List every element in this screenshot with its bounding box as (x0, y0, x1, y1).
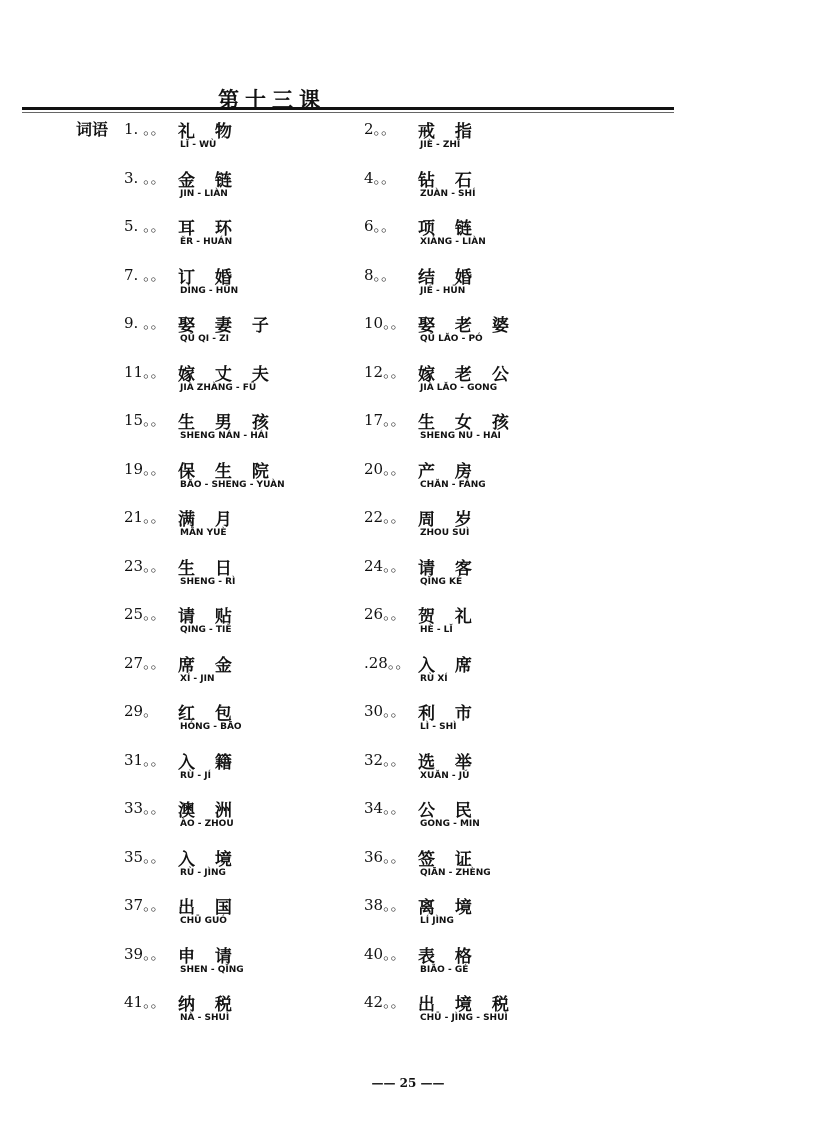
entry-pinyin: XÍ - JIN (180, 673, 215, 684)
entry-pinyin: NÀ - SHUÌ (180, 1013, 230, 1023)
vocab-entry (124, 409, 344, 453)
entry-word: 选 举 (418, 752, 479, 773)
entry-number: 27。。 (124, 653, 166, 672)
entry-number: 6。。 (364, 217, 397, 235)
entry-word: 纳 税 (178, 995, 239, 1015)
entry-pinyin: LÌ - SHÌ (420, 722, 457, 732)
entry-number: 30。。 (364, 702, 406, 720)
entry-word: 戒 指 (418, 122, 479, 142)
entry-pinyin: JIÉ - HŪN (420, 285, 466, 296)
entry-number: 2。。 (364, 120, 397, 138)
vocab-entry (124, 797, 344, 841)
vocab-entry (364, 991, 584, 1035)
entry-pinyin: JIÈ - ZHĬ (420, 140, 461, 150)
entry-number: 12。。 (364, 362, 406, 381)
entry-pinyin: QING - TIĚ (180, 625, 232, 635)
vocab-entry (124, 167, 344, 211)
entry-word: 项 链 (418, 219, 479, 239)
vocab-entry (124, 749, 344, 793)
entry-word: 嫁 丈 夫 (178, 364, 276, 385)
entry-word: 保 生 院 (178, 461, 276, 482)
vocab-entry (364, 652, 584, 696)
entry-number: 9. 。。 (124, 314, 166, 332)
entry-word: 入 境 (178, 849, 239, 870)
entry-pinyin: RÙ - JÌNG (180, 867, 226, 878)
vocab-entry (364, 118, 584, 162)
entry-word: 表 格 (418, 946, 479, 967)
entry-word: 生 男 孩 (178, 413, 276, 433)
entry-pinyin: DÌNG - HŪN (180, 285, 239, 296)
vocab-entry (364, 846, 584, 890)
entry-pinyin: JIÀ ZHÀNG - FŪ (180, 382, 257, 393)
entry-pinyin: XUĂN - JŬ (420, 770, 470, 781)
entry-number: 21。。 (124, 508, 166, 526)
entry-pinyin: MĂN YUÈ (180, 528, 227, 538)
entry-word: 礼 物 (178, 122, 239, 142)
vocab-entry (124, 264, 344, 308)
entry-word: 订 婚 (178, 267, 239, 288)
entry-pinyin: GONG - MIN (420, 819, 480, 829)
entry-number: 8。。 (364, 265, 397, 284)
vocab-entry (364, 167, 584, 211)
entry-pinyin: JIÀ LĂO - GONG (420, 382, 498, 393)
vocab-entry (124, 991, 344, 1035)
vocab-entry (364, 603, 584, 647)
vocab-entry (364, 943, 584, 987)
entry-pinyin: ZUÀN - SHÍ (420, 188, 476, 199)
entry-pinyin: JIN - LIÀN (180, 188, 228, 199)
entry-word: 离 境 (418, 898, 479, 918)
entry-number: 39。。 (124, 944, 166, 963)
entry-number: 33。。 (124, 799, 166, 817)
entry-pinyin: CHŪ GUÓ (180, 916, 227, 926)
entry-number: 35。。 (124, 847, 166, 866)
vocab-entry (364, 361, 584, 405)
entry-number: 23。。 (124, 556, 166, 575)
vocab-entry (124, 846, 344, 890)
entry-word: 金 链 (178, 170, 239, 191)
vocab-entry (364, 894, 584, 938)
entry-number: 4。。 (364, 168, 397, 187)
section-label: 词语 (76, 120, 109, 139)
entry-number: 7. 。。 (124, 265, 166, 284)
page-number: —— 25 —— (371, 1076, 445, 1090)
vocab-entry (364, 749, 584, 793)
entry-number: 36。。 (364, 847, 406, 866)
entry-pinyin: HÈ - LĬ (420, 625, 453, 635)
vocab-entry (364, 458, 584, 502)
entry-number: 41。。 (124, 993, 166, 1011)
header-rule-thin (22, 112, 674, 113)
entry-pinyin: HÓNG - BĀO (180, 722, 242, 732)
entry-word: 嫁 老 公 (418, 364, 516, 385)
entry-word: 红 包 (178, 704, 239, 724)
entry-word: 出 国 (178, 898, 239, 918)
entry-word: 签 证 (418, 849, 479, 870)
entry-word: 澳 洲 (178, 801, 239, 821)
entry-word: 贺 礼 (418, 607, 479, 627)
entry-word: 入 席 (418, 655, 479, 676)
vocab-entry (124, 506, 344, 550)
vocab-entry (124, 603, 344, 647)
lesson-title: 第十三课 (218, 87, 326, 112)
entry-pinyin: SHENG NU - HAI (420, 431, 501, 441)
entry-number: 42。。 (364, 993, 406, 1011)
vocab-entry (124, 894, 344, 938)
entry-word: 利 市 (418, 704, 479, 724)
entry-number: 1. 。。 (124, 120, 166, 138)
entry-pinyin: SHEN - QĬNG (180, 964, 244, 975)
vocab-entry (364, 215, 584, 259)
vocab-entry (124, 312, 344, 356)
vocab-entry (124, 118, 344, 162)
entry-number: 20。。 (364, 459, 406, 478)
vocab-entry (364, 555, 584, 599)
entry-pinyin: CHĂN - FÁNG (420, 479, 486, 490)
entry-pinyin: QIĀN - ZHÈNG (420, 867, 491, 878)
entry-number: 32。。 (364, 750, 406, 769)
entry-number: 38。。 (364, 896, 406, 914)
entry-pinyin: ZHOU SUÌ (420, 528, 470, 538)
entry-number: 17。。 (364, 411, 406, 429)
entry-pinyin: CHŪ - JÌNG - SHUÌ (420, 1013, 508, 1023)
entry-pinyin: LĬ - WÙ (180, 140, 217, 150)
entry-word: 结 婚 (418, 267, 479, 288)
vocab-entry (124, 458, 344, 502)
entry-word: 公 民 (418, 801, 479, 821)
entry-word: 请 贴 (178, 607, 239, 627)
entry-number: 26。。 (364, 605, 406, 623)
entry-pinyin: ĚR - HUÁN (180, 237, 233, 247)
entry-number: 37。。 (124, 896, 166, 914)
entry-pinyin: LÍ JÌNG (420, 916, 454, 926)
vocab-entry (124, 943, 344, 987)
vocab-entry (364, 506, 584, 550)
entry-word: 娶 妻 子 (178, 316, 276, 336)
entry-number: 40。。 (364, 944, 406, 963)
entry-word: 周 岁 (418, 510, 479, 530)
entry-pinyin: XIÀNG - LIÀN (420, 237, 486, 247)
vocab-entry (364, 797, 584, 841)
entry-pinyin: SHENG - RÌ (180, 576, 236, 587)
entry-number: 11。。 (124, 362, 166, 381)
vocab-entry (364, 409, 584, 453)
entry-word: 生 女 孩 (418, 413, 516, 433)
vocab-entry (364, 312, 584, 356)
entry-word: 娶 老 婆 (418, 316, 516, 336)
entry-word: 出 境 税 (418, 995, 516, 1015)
entry-number: 5. 。。 (124, 217, 166, 235)
entry-pinyin: QŬ LĂO - PÓ (420, 334, 483, 344)
entry-word: 申 请 (178, 946, 239, 967)
entry-word: 请 客 (418, 558, 479, 579)
entry-number: .28。。 (364, 653, 411, 672)
entry-word: 满 月 (178, 510, 239, 530)
entry-number: 15。。 (124, 411, 166, 429)
vocab-entry (124, 700, 344, 744)
entry-pinyin: RÙ - JÍ (180, 770, 211, 781)
entry-number: 19。。 (124, 459, 166, 478)
entry-pinyin: SHENG NÁN - HÁI (180, 431, 269, 441)
entry-pinyin: BIĂO - GÉ (420, 964, 469, 975)
entry-number: 22。。 (364, 508, 406, 526)
header-rule (22, 107, 674, 110)
entry-number: 31。。 (124, 750, 166, 769)
entry-pinyin: QŬ QI - ZI (180, 334, 229, 344)
entry-word: 生 日 (178, 558, 239, 579)
vocab-entry (364, 700, 584, 744)
vocab-entry (124, 555, 344, 599)
entry-word: 耳 环 (178, 219, 239, 239)
entry-pinyin: RÙ XÍ (420, 673, 448, 684)
entry-pinyin: ÀO - ZHOU (180, 819, 234, 829)
entry-number: 34。。 (364, 799, 406, 817)
vocab-entry (364, 264, 584, 308)
entry-number: 25。。 (124, 605, 166, 623)
entry-word: 席 金 (178, 655, 239, 676)
entry-pinyin: QĬNG KÈ (420, 576, 463, 587)
entry-number: 10。。 (364, 314, 406, 332)
entry-number: 29。 (124, 702, 159, 720)
vocab-entry (124, 652, 344, 696)
vocab-entry (124, 215, 344, 259)
entry-number: 24。。 (364, 556, 406, 575)
entry-word: 产 房 (418, 461, 479, 482)
entry-number: 3. 。。 (124, 168, 166, 187)
entry-pinyin: BĂO - SHENG - YUÀN (180, 479, 285, 490)
entry-word: 钻 石 (418, 170, 479, 191)
vocab-entry (124, 361, 344, 405)
entry-word: 入 籍 (178, 752, 239, 773)
